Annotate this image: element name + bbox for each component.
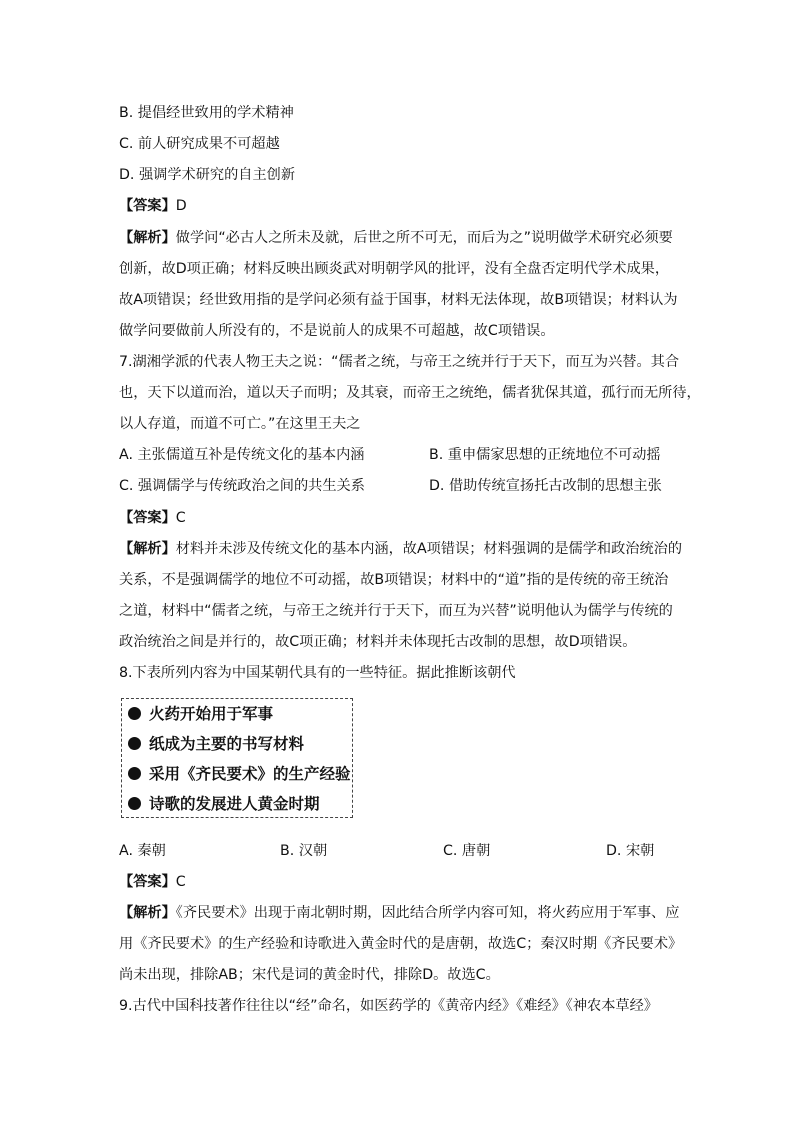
q8-option-b: B. 汉朝	[280, 843, 328, 859]
analysis-label: 【解析】	[119, 541, 176, 557]
q7-option-b: B. 重申儒家思想的正统地位不可动摇	[429, 447, 661, 463]
q8-answer	[119, 872, 679, 892]
feature-text: 诗歌的发展进人黄金时期	[149, 795, 320, 813]
q8-option-a: A. 秦朝	[119, 843, 166, 859]
bullet-icon	[128, 737, 141, 750]
q7-option-a: A. 主张儒道互补是传统文化的基本内涵	[119, 447, 365, 463]
answer-value: C	[175, 510, 186, 526]
q7-analysis-line-4: 政治统治之间是并行的，故C项正确；材料并未体现托古改制的思想，故D项错误。	[119, 634, 637, 650]
q6-option-d: D. 强调学术研究的自主创新	[119, 167, 296, 183]
q7-answer	[119, 508, 679, 528]
analysis-text: 《齐民要术》出现于南北朝时期，因此结合所学内容可知，将火药应用于军事、应	[175, 905, 680, 921]
q6-option-c: C. 前人研究成果不可超越	[119, 136, 280, 152]
q7-analysis-line-2: 关系，不是强调儒学的地位不可动摇，故B项错误；材料中的“道”指的是传统的帝王统治	[119, 572, 669, 588]
feature-text: 采用《齐民要术》的生产经验	[149, 765, 351, 783]
bullet-icon	[128, 797, 141, 810]
q6-answer	[119, 196, 679, 216]
answer-label: 【答案】	[119, 510, 176, 526]
analysis-text: 做学问“必古人之所未及就，后世之所不可无，而后为之”说明做学术研究必须要	[175, 230, 673, 246]
q8-option-c: C. 唐朝	[443, 843, 491, 859]
answer-value: D	[175, 198, 187, 214]
q7-stem-line-3: 以人存道，而道不可亡。”在这里王夫之	[119, 416, 361, 432]
feature-item	[128, 734, 304, 754]
feature-text: 火药开始用于军事	[149, 705, 274, 723]
q7-option-c: C. 强调儒学与传统政治之间的共生关系	[119, 478, 365, 494]
q8-stem: 8.下表所列内容为中国某朝代具有的一些特征。据此推断该朝代	[119, 665, 516, 681]
feature-item	[128, 704, 273, 724]
analysis-text: 材料并未涉及传统文化的基本内涵，故A项错误；材料强调的是儒学和政治统治的	[175, 541, 683, 557]
feature-item	[128, 794, 320, 814]
answer-label: 【答案】	[119, 198, 176, 214]
feature-item	[128, 764, 351, 784]
q9-stem: 9.古代中国科技著作往往以“经”命名，如医药学的《黄帝内经》《难经》《神农本草经》	[119, 998, 658, 1014]
analysis-label: 【解析】	[119, 905, 176, 921]
q8-analysis-line-1	[119, 903, 679, 923]
q6-analysis-line-3: 故A项错误；经世致用指的是学问必须有益于国事，材料无法体现，故B项错误；材料认为	[119, 292, 678, 308]
feature-text: 纸成为主要的书写材料	[149, 735, 305, 753]
q6-analysis-line-4: 做学问要做前人所没有的，不是说前人的成果不可超越，故C项错误。	[119, 323, 555, 339]
q7-analysis-line-1	[119, 539, 683, 559]
bullet-icon	[128, 707, 141, 720]
q6-option-b: B. 提倡经世致用的学术精神	[119, 105, 294, 121]
q8-analysis-line-2: 用《齐民要术》的生产经验和诗歌进入黄金时代的是唐朝，故选C；秦汉时期《齐民要术》	[119, 936, 683, 952]
analysis-label: 【解析】	[119, 230, 176, 246]
q8-feature-table	[121, 698, 353, 818]
answer-value: C	[175, 874, 186, 890]
q7-stem-line-1: 7.湖湘学派的代表人物王夫之说：“儒者之统，与帝王之统并行于天下，而互为兴替。其合	[119, 354, 680, 370]
q8-analysis-line-3: 尚未出现，排除AB；宋代是词的黄金时代，排除D。故选C。	[119, 967, 500, 983]
q7-stem-line-2: 也，天下以道而治，道以天子而明；及其衰，而帝王之统绝，儒者犹保其道，孤行而无所待，	[119, 385, 701, 401]
bullet-icon	[128, 767, 141, 780]
q8-option-d: D. 宋朝	[606, 843, 655, 859]
q6-analysis-line-1	[119, 228, 679, 248]
q7-option-d: D. 借助传统宣扬托古改制的思想主张	[429, 478, 662, 494]
q6-analysis-line-2: 创新，故D项正确；材料反映出顾炎武对明朝学风的批评，没有全盘否定明代学术成果，	[119, 261, 670, 277]
q7-analysis-line-3: 之道，材料中“儒者之统，与帝王之统并行于天下，而互为兴替”说明他认为儒学与传统的	[119, 603, 673, 619]
answer-label: 【答案】	[119, 874, 176, 890]
